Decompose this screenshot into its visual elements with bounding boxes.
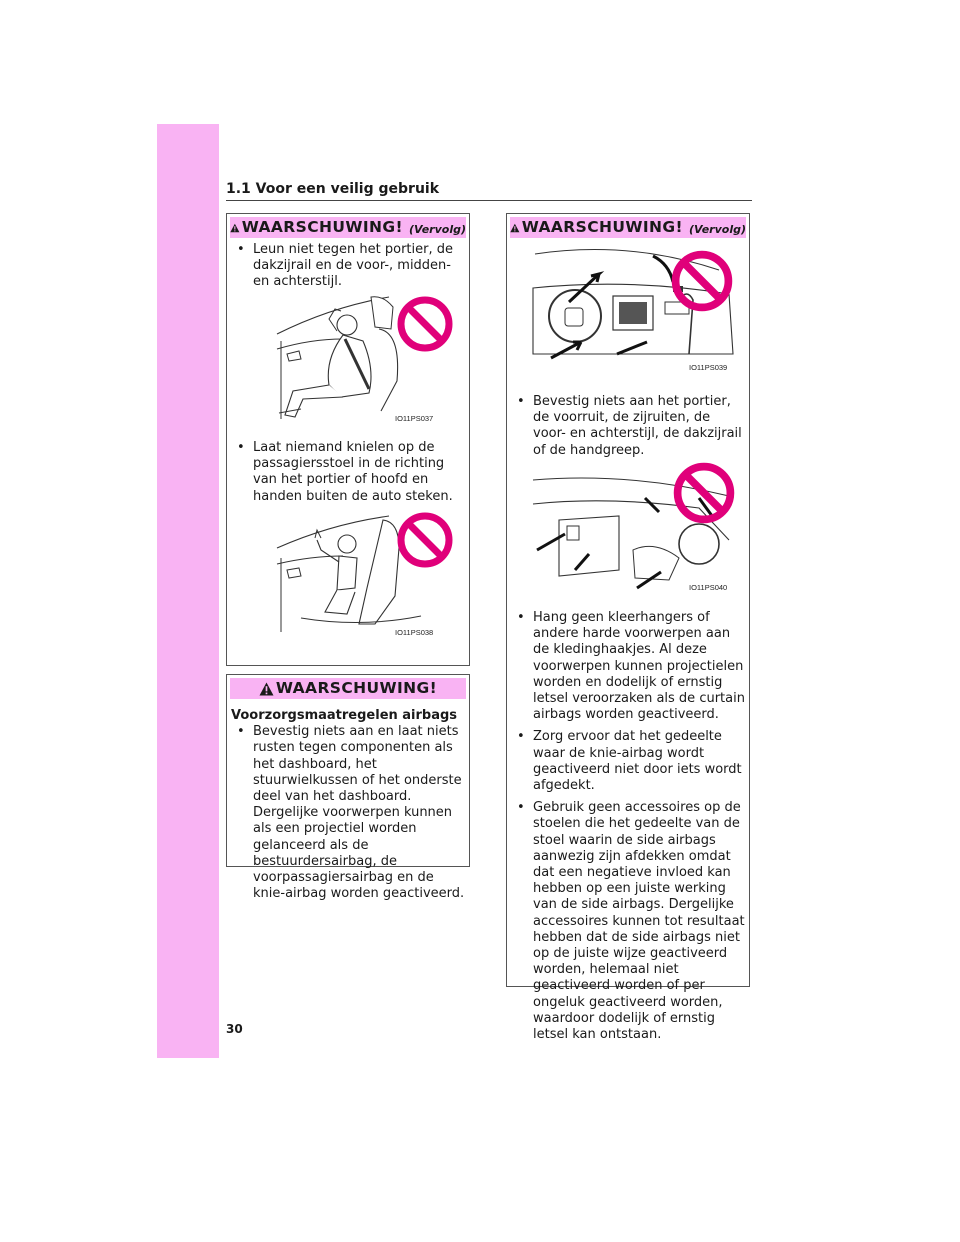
bullet-block xyxy=(511,394,747,459)
warning-panel-right xyxy=(506,213,750,1043)
page-header xyxy=(226,180,752,198)
list-item: • Leun niet tegen het portier, de dakzijrail en de voor-, midden- en achterstijl. xyxy=(237,242,454,290)
chapter-side-tab xyxy=(157,124,219,1058)
list-item: • Zorg ervoor dat het gedeelte waar de knie-airbag wordt geactiveerd niet door iets wordt afgedekt. xyxy=(517,729,742,794)
figure-code: IO11PS038 xyxy=(395,628,434,637)
section-title: 1.1 Voor een veilig gebruik xyxy=(226,181,440,197)
warning-title: WAARSCHUWING! xyxy=(275,679,438,697)
warning-header xyxy=(230,217,466,238)
header-divider xyxy=(226,200,752,201)
warning-title: WAARSCHUWING! xyxy=(241,218,403,236)
warning-triangle-icon xyxy=(259,682,274,696)
warning-triangle-icon xyxy=(510,221,520,235)
subsection-title: Voorzorgsmaatregelen airbags xyxy=(231,708,458,723)
list-item: • Laat niemand knielen op de passagiersstoel in de richting van het portier of hoofd en handen buiten de auto steken. xyxy=(237,440,453,504)
continued-label: (Vervolg) xyxy=(408,222,466,236)
bullet-block xyxy=(231,242,465,291)
bullet-block xyxy=(231,708,467,902)
bullet-block xyxy=(231,440,465,505)
warning-panel-left-bottom xyxy=(226,674,470,902)
list-item: • Hang geen kleerhangers of andere harde voorwerpen aan de kledinghaakjes. Al deze voorwerpen kunnen projectielen worden en dodelijk of ernstig letsel veroorzaken als de curtain airbags worden geactiveerd. xyxy=(517,610,745,723)
prohibition-icon xyxy=(671,460,737,526)
continued-label: (Vervolg) xyxy=(688,222,746,236)
figure-code: IO11PS039 xyxy=(689,363,728,372)
warning-triangle-icon xyxy=(230,221,240,235)
prohibition-icon xyxy=(669,248,735,314)
warning-panel-left-top xyxy=(226,213,470,666)
list-item: • Bevestig niets aan en laat niets rusten tegen componenten als het dashboard, het stuurwielkussen of het onderste deel van het dashboard. Dergelijke voorwerpen kunnen als een projectiel worden gelanceerd als de bestuurdersairbag, de voorpassagiersairbag en de knie-airbag worden geactiveerd. xyxy=(237,724,465,902)
figure-code: IO11PS040 xyxy=(689,583,728,592)
figure-code: IO11PS037 xyxy=(395,414,434,423)
prohibition-icon xyxy=(395,294,455,354)
warning-title: WAARSCHUWING! xyxy=(521,218,683,236)
list-item: • Bevestig niets aan het portier, de voorruit, de zijruiten, de voor- en achterstijl, de dakzijrail of de handgreep. xyxy=(517,394,742,458)
prohibition-icon xyxy=(395,510,455,570)
warning-header xyxy=(230,678,466,699)
bullet-block xyxy=(511,610,747,1043)
warning-header xyxy=(510,217,746,238)
list-item: • Gebruik geen accessoires op de stoelen die het gedeelte van de stoel waarin de side airbags aanwezig zijn afdekken omdat dat een negatieve invloed kan hebben op een juiste werking van de side airbags. Dergelijke accessoires kunnen tot resultaat hebben dat de side airbags niet op de juiste wijze geactiveerd worden, helemaal niet geactiveerd worden of per ongeluk geactiveerd worden, waardoor dodelijk of ernstig letsel kan ontstaan. xyxy=(517,800,745,1043)
page-number: 30 xyxy=(226,1022,243,1036)
